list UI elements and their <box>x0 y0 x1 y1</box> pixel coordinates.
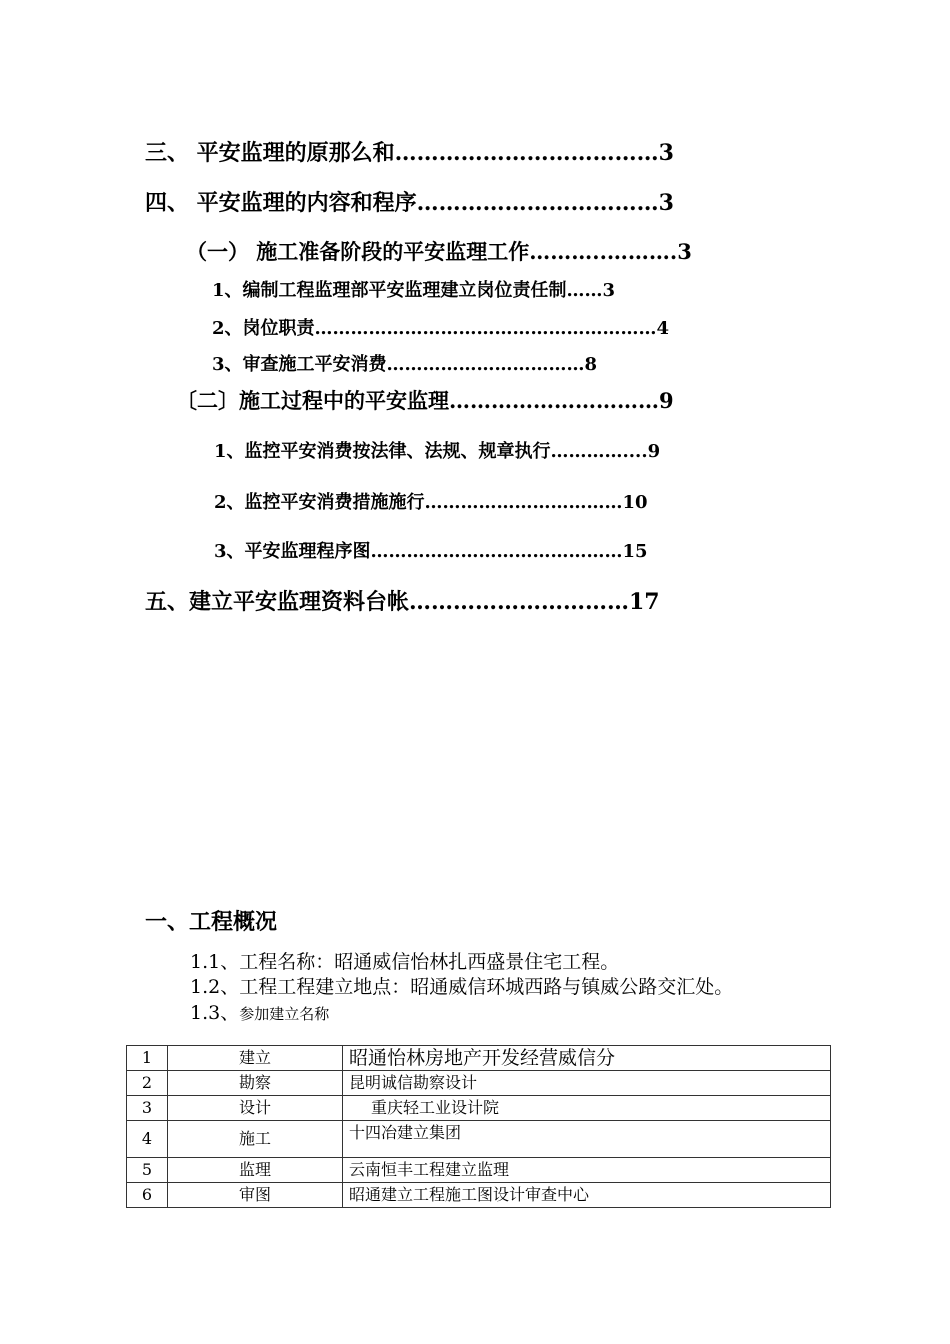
toc-entry-4-2-3[interactable]: 3、平安监理程序图……………………………………15 <box>214 541 648 562</box>
project-location-line: 1.2、工程工程建立地点：昭通威信环城西路与镇威公路交汇处。 <box>190 976 734 998</box>
toc-entry-4-2-2[interactable]: 2、监控平安消费措施施行……………………………10 <box>214 492 648 513</box>
row-index: 3 <box>127 1096 168 1121</box>
row-company: 云南恒丰工程建立监理 <box>343 1158 831 1183</box>
table-row <box>127 1096 831 1121</box>
row-company: 昆明诚信勘察设计 <box>343 1071 831 1096</box>
toc-entry-4-2[interactable]: 〔二〕施工过程中的平安监理…………………………9 <box>176 388 674 413</box>
participants-prefix: 1.3、 <box>190 1002 240 1024</box>
row-role: 勘察 <box>168 1071 343 1096</box>
toc-entry-4-1-2[interactable]: 2、岗位职责…………………………………………………4 <box>212 318 670 339</box>
row-index: 4 <box>127 1121 168 1158</box>
toc-entry-4-1[interactable]: （一） 施工准备阶段的平安监理工作………..……….3 <box>186 239 692 264</box>
table-row <box>127 1046 831 1071</box>
toc-entry-4[interactable]: 四、 平安监理的内容和程序……………………………3 <box>145 190 674 216</box>
row-role: 设计 <box>168 1096 343 1121</box>
row-role: 审图 <box>168 1183 343 1208</box>
participants-line <box>190 998 329 1025</box>
project-name-line: 1.1、工程名称：昭通威信怡林扎西盛景住宅工程。 <box>190 951 620 973</box>
row-index: 6 <box>127 1183 168 1208</box>
section-heading: 一、工程概况 <box>145 909 278 935</box>
table-row <box>127 1183 831 1208</box>
row-company: 十四冶建立集团 <box>343 1121 831 1158</box>
toc-entry-4-1-1[interactable]: 1、编制工程监理部平安监理建立岗位责任制……3 <box>212 280 616 301</box>
row-index: 2 <box>127 1071 168 1096</box>
row-role: 监理 <box>168 1158 343 1183</box>
table-row <box>127 1158 831 1183</box>
row-index: 5 <box>127 1158 168 1183</box>
participants-label: 参加建立名称 <box>239 1005 330 1023</box>
row-company: 昭通建立工程施工图设计审查中心 <box>343 1183 831 1208</box>
row-index: 1 <box>127 1046 168 1071</box>
row-role: 施工 <box>168 1121 343 1158</box>
toc-entry-5[interactable]: 五、建立平安监理资料台帐…………………………17 <box>145 589 660 615</box>
participants-table <box>126 1045 831 1208</box>
row-company: 重庆轻工业设计院 <box>343 1096 831 1121</box>
row-role: 建立 <box>168 1046 343 1071</box>
table-row <box>127 1121 831 1158</box>
toc-entry-4-2-1[interactable]: 1、监控平安消费按法律、法规、规章执行…………....9 <box>214 441 661 462</box>
toc-entry-3[interactable]: 三、 平安监理的原那么和………………………………3 <box>145 140 674 166</box>
toc-entry-4-1-3[interactable]: 3、审查施工平安消费……………………………8 <box>212 354 598 375</box>
row-company: 昭通怡林房地产开发经营威信分 <box>343 1046 831 1071</box>
table-row <box>127 1071 831 1096</box>
